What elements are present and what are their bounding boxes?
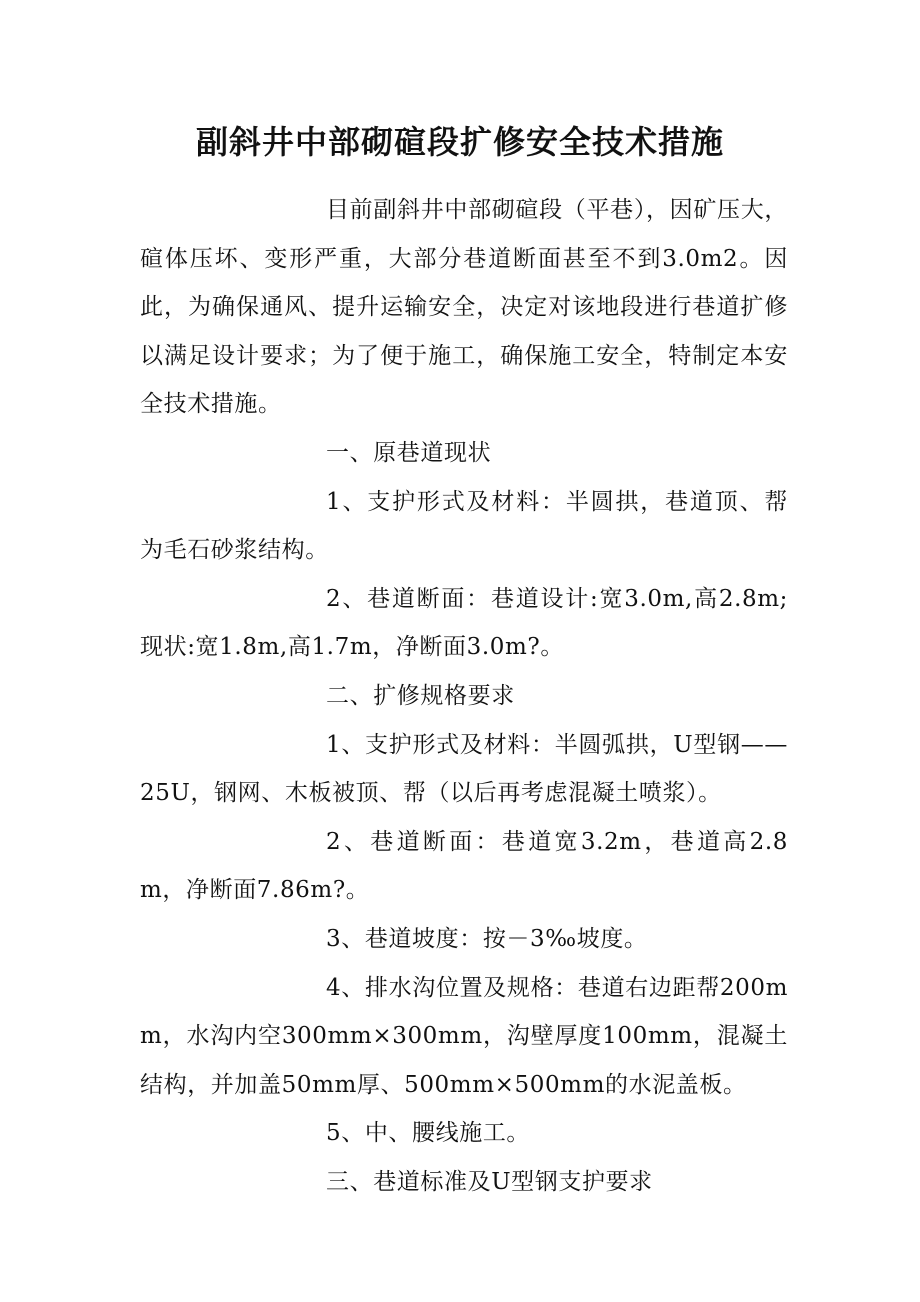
section-heading-2: 二、扩修规格要求 [326, 682, 515, 709]
document-title: 副斜井中部砌碹段扩修安全技术措施 [195, 123, 724, 161]
paragraph-item: 5、中、腰线施工。 [326, 1120, 531, 1147]
section-heading-1: 一、原巷道现状 [326, 439, 492, 466]
paragraph-item: 1、支护形式及材料：半圆拱，巷道顶、帮为毛石砂浆结构。 [140, 488, 788, 564]
section-heading-3: 三、巷道标准及U型钢支护要求 [326, 1168, 653, 1195]
paragraph-item: 4、排水沟位置及规格：巷道右边距帮200mm，水沟内空300mm×300mm，沟壁厚度100mm，混凝土结构，并加盖50mm厚、500mm×500mm的水泥盖板。 [140, 974, 788, 1098]
document-body [140, 186, 788, 1206]
paragraph-item: 3、巷道坡度：按－3‰坡度。 [326, 925, 648, 952]
paragraph-item: 1、支护形式及材料：半圆弧拱，U型钢——25U，钢网、木板被顶、帮（以后再考虑混凝土喷浆）。 [140, 731, 788, 807]
paragraph-intro: 目前副斜井中部砌碹段（平巷），因矿压大，碹体压坏、变形严重，大部分巷道断面甚至不到3.0m2。因此，为确保通风、提升运输安全，决定对该地段进行巷道扩修以满足设计要求；为了便于施工，确保施工安全，特制定本安全技术措施。 [140, 197, 788, 418]
paragraph-item: 2、巷道断面：巷道宽3.2m，巷道高2.8m，净断面7.86m?。 [140, 828, 788, 904]
paragraph-item: 2、巷道断面：巷道设计:宽3.0m,高2.8m;现状:宽1.8m,高1.7m，净断面3.0m?。 [140, 585, 788, 661]
